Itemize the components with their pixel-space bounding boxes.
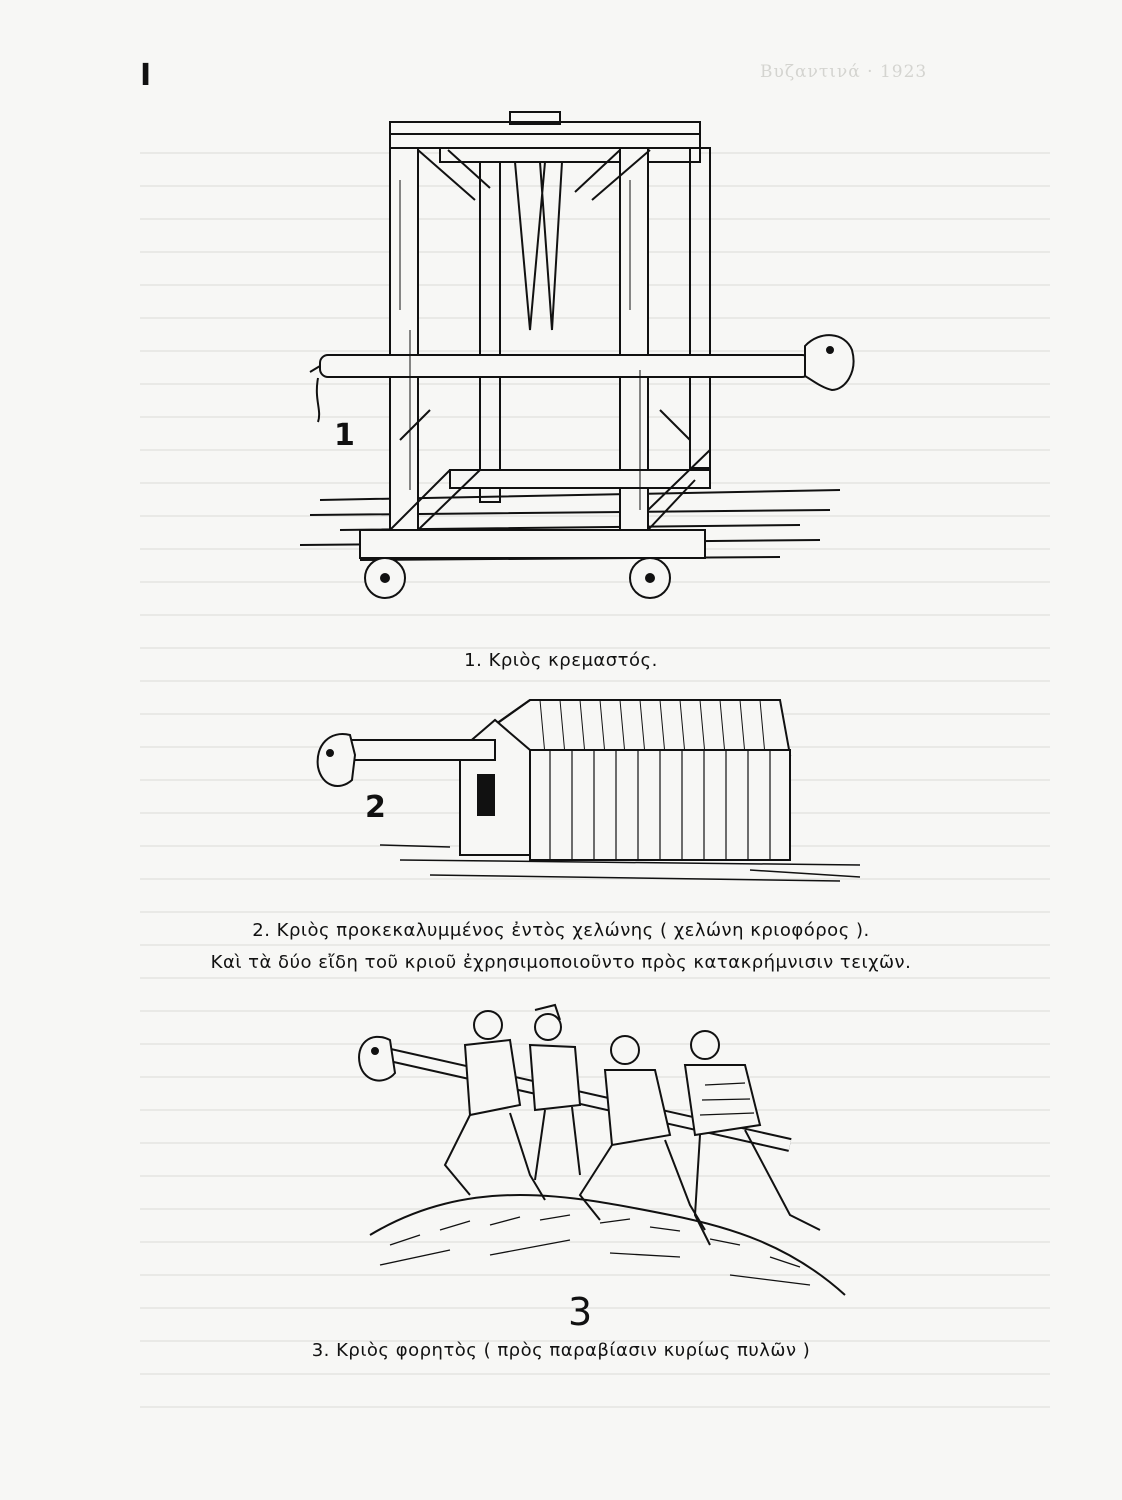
figure-3-number: 3 [568, 1290, 593, 1334]
shared-note: Καὶ τὰ δύο εἴδη τοῦ κριοῦ ἐχρησιμοποιοῦντο πρὸς κατακρήμνισιν τειχῶν. [210, 952, 912, 973]
figure-2-caption: 2. Κριὸς προκεκαλυμμένος ἐντὸς χελώνης ( χελώνη κριοφόρος ). [252, 920, 870, 941]
faint-header: Βυζαντινά · 1923 [760, 62, 928, 82]
figure-1-number: 1 [334, 418, 355, 453]
carried-ram-drawing-icon [350, 995, 850, 1305]
hanging-ram-drawing-icon [300, 110, 860, 600]
figure-2-number: 2 [365, 790, 386, 825]
figure-3-caption: 3. Κριὸς φορητὸς ( πρὸς παραβίασιν κυρίως πυλῶν ) [311, 1340, 811, 1361]
figure-1-hanging-ram [300, 110, 860, 600]
figure-3-carried-ram [350, 995, 850, 1305]
page-marker: I [140, 58, 152, 93]
figure-1-caption: 1. Κριὸς κρεμαστός. [464, 650, 658, 671]
